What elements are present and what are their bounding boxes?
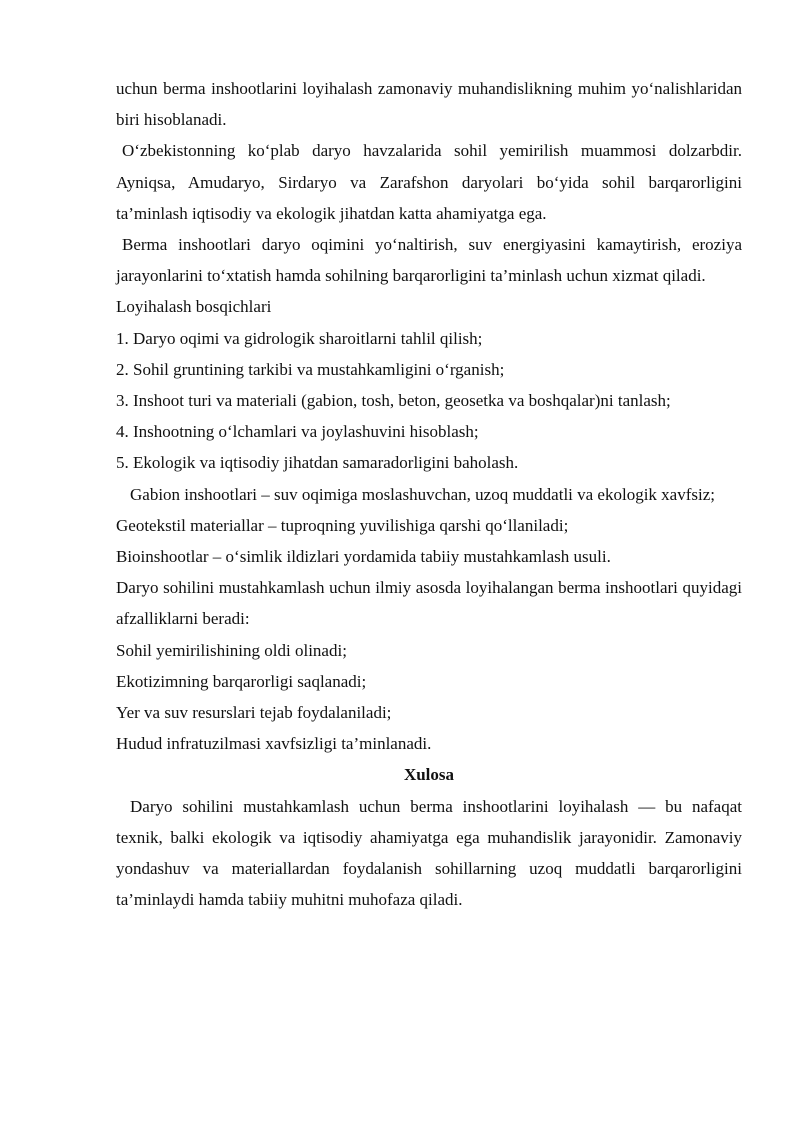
intro-paragraph-continuation: uchun berma inshootlarini loyihalash zamonaviy muhandislikning muhim yo‘nalishlaridan biri hisoblanadi. xyxy=(116,79,742,130)
paragraph-berma-purpose: Berma inshootlari daryo oqimini yo‘naltirish, suv energiyasini kamaytirish, eroziya jarayonlarini to‘xtatish hamda sohilning barqarorligini ta’minlash uchun xizmat qiladi. xyxy=(116,235,742,286)
type-geotextile: Geotekstil materiallar – tuproqning yuvilishiga qarshi qo‘llaniladi; xyxy=(116,515,569,535)
stage-item-2: 2. Sohil gruntining tarkibi va mustahkamligini o‘rganish; xyxy=(116,359,505,379)
conclusion-heading: Xulosa xyxy=(403,765,455,785)
stages-heading: Loyihalash bosqichlari xyxy=(116,297,272,317)
stage-item-1: 1. Daryo oqimi va gidrologik sharoitlarni tahlil qilish; xyxy=(116,328,483,348)
type-bio: Bioinshootlar – o‘simlik ildizlari yordamida tabiiy mustahkamlash usuli. xyxy=(116,547,611,567)
type-gabion: Gabion inshootlari – suv oqimiga moslashuvchan, uzoq muddatli va ekologik xavfsiz; xyxy=(130,484,715,504)
advantage-item-2: Ekotizimning barqarorligi saqlanadi; xyxy=(116,671,367,691)
advantages-intro: Daryo sohilini mustahkamlash uchun ilmiy asosda loyihalangan berma inshootlari quyidagi afzalliklarni beradi: xyxy=(116,578,742,629)
advantage-item-3: Yer va suv resurslari tejab foydalaniladi; xyxy=(116,703,392,723)
stage-item-3: 3. Inshoot turi va materiali (gabion, tosh, beton, geosetka va boshqalar)ni tanlash; xyxy=(116,391,671,411)
paragraph-uzbekistan-erosion: O‘zbekistonning ko‘plab daryo havzalarida sohil yemirilish muammosi dolzarbdir. Ayniqsa, Amudaryo, Sirdaryo va Zarafshon daryolari bo‘yida sohil barqarorligini ta’minlash iqtisodiy va ekologik jihatdan katta ahamiyatga ega. xyxy=(116,141,742,223)
conclusion-paragraph: Daryo sohilini mustahkamlash uchun berma inshootlarini loyihalash — bu nafaqat texnik, balki ekologik va iqtisodiy ahamiyatga ega muhandislik jarayonidir. Zamonaviy yondashuv va materiallardan foydalanish sohillarning uzoq muddatli barqarorligini ta’minlaydi hamda tabiiy muhitni muhofaza qiladi. xyxy=(116,796,742,910)
document-page xyxy=(116,73,742,915)
stage-item-5: 5. Ekologik va iqtisodiy jihatdan samaradorligini baholash. xyxy=(116,453,519,473)
advantage-item-1: Sohil yemirilishining oldi olinadi; xyxy=(116,640,347,660)
stage-item-4: 4. Inshootning o‘lchamlari va joylashuvini hisoblash; xyxy=(116,422,479,442)
advantage-item-4: Hudud infratuzilmasi xavfsizligi ta’minlanadi. xyxy=(116,734,432,754)
